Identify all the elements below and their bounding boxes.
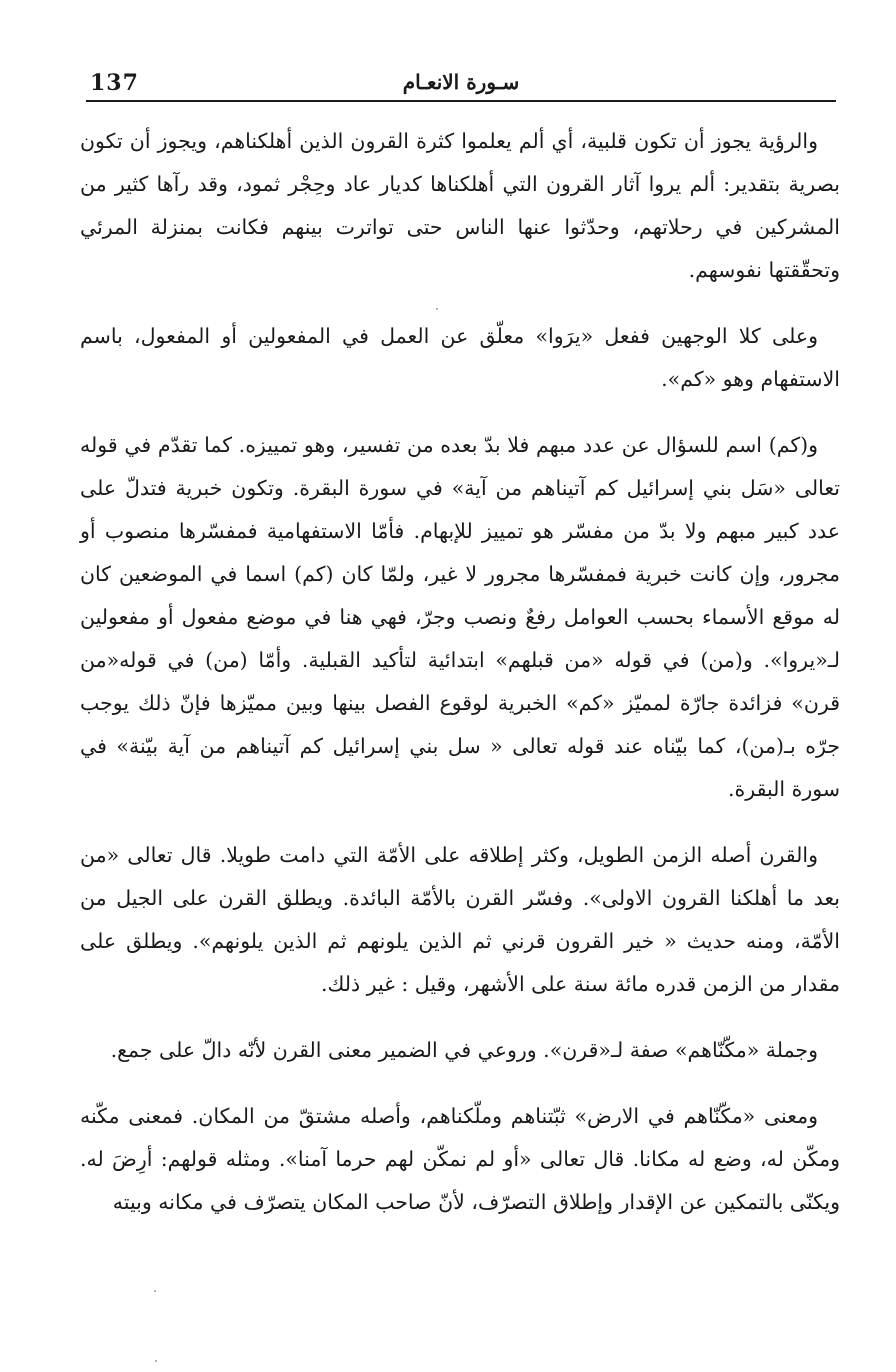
running-title: سـورة الانعـام [402, 70, 520, 94]
page-header [86, 64, 836, 98]
scan-speck [155, 1360, 157, 1362]
paragraph: والرؤية يجوز أن تكون قلبية، أي ألم يعلموا كثرة القرون الذين أهلكناهم، ويجوز أن تكون بصرية بتقدير: ألم يروا آثار القرون التي أهلكناها كديار عاد وحِجْر ثمود، وقد رآها كثير من المشركين في رحلاتهم، وحدّثوا عنها الناس حتى تواترت بينهم فكانت بمنزلة المرئي وتحقّقتها نفوسهم. [80, 129, 840, 282]
paragraph: وعلى كلا الوجهين ففعل «يرَوا» معلّق عن العمل في المفعولين أو المفعول، باسم الاستفهام وهو «كم». [80, 324, 840, 391]
paragraph: والقرن أصله الزمن الطويل، وكثر إطلاقه على الأمّة التي دامت طويلا. قال تعالى «من بعد ما أهلكنا القرون الاولى». وفسّر القرن بالأمّة البائدة. ويطلق القرن على الجيل من الأمّة، ومنه حديث « خير القرون قرني ثم الذين يلونهم ثم الذين يلونهم». ويطلق على مقدار من الزمن قدره مائة سنة على الأشهر، وقيل : غير ذلك. [80, 843, 840, 996]
scan-speck [154, 1290, 156, 1292]
paragraph: ومعنى «مكّنّاهم في الارض» ثبّتناهم وملّكناهم، وأصله مشتقّ من المكان. فمعنى مكّنه ومكّن له، وضع له مكانا. قال تعالى «أو لم نمكّن لهم حرما آمنا». ومثله قولهم: أرِضَ له. ويكنّى بالتمكين عن الإقدار وإطلاق التصرّف، لأنّ صاحب المكان يتصرّف في مكانه وبيته [80, 1104, 840, 1214]
paragraph: وجملة «مكّنّاهم» صفة لـ«قرن». وروعي في الضمير معنى القرن لأنّه دالّ على جمع. [110, 1038, 818, 1062]
scan-speck [436, 308, 438, 310]
page-number: 137 [90, 70, 139, 96]
header-rule [86, 100, 836, 102]
paragraph: و(كم) اسم للسؤال عن عدد مبهم فلا بدّ بعده من تفسير، وهو تمييزه. كما تقدّم في قوله تعالى «سَل بني إسرائيل كم آتيناهم من آية» في سورة البقرة. وتكون خبرية فتدلّ على عدد كبير مبهم ولا بدّ من مفسّر هو تمييز للإبهام. فأمّا الاستفهامية فمفسّرها منصوب أو مجرور، وإن كانت خبرية فمفسّرها مجرور لا غير، ولمّا كان (كم) اسما في الموضعين كان له موقع الأسماء بحسب العوامل رفعٌ ونصب وجرّ، فهي هنا في موضع مفعول أو مفعولين لـ«يروا». و(من) في قوله «من قبلهم» ابتدائية لتأكيد القبلية. وأمّا (من) في قوله«من قرن» فزائدة جارّة لمميّز «كم» الخبرية لوقوع الفصل بينها وبين مميّزها فإنّ ذلك يوجب جرّه بـ(من)، كما بيّناه عند قوله تعالى « سل بني إسرائيل كم آتيناهم من آية بيّنة» في سورة البقرة. [80, 433, 840, 801]
body-text [80, 120, 840, 1224]
